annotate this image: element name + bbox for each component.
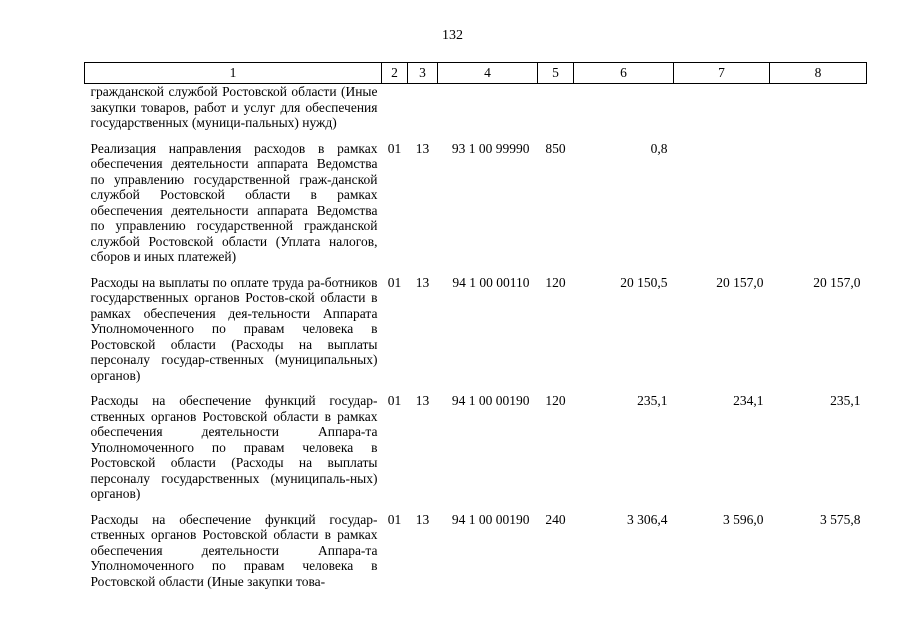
row-amount-col7 bbox=[674, 141, 770, 275]
row-section-code: 01 bbox=[387, 511, 402, 527]
row-section-code: 01 bbox=[387, 140, 402, 156]
row-subsection-code bbox=[408, 84, 438, 141]
table-row bbox=[85, 393, 867, 512]
row-amount-col6: 235,1 bbox=[637, 393, 668, 408]
row-section-code: 01 bbox=[387, 393, 402, 408]
row-amount-col7: 3 596,0 bbox=[723, 511, 764, 527]
row-description: гражданской службой Ростовской области (Иные закупки товаров, работ и услуг для обеспечения государственных (муници-пальных) нужд) bbox=[90, 84, 378, 130]
row-amount-col6 bbox=[574, 84, 674, 141]
row-expense-type bbox=[538, 84, 574, 141]
row-target-article bbox=[438, 84, 538, 141]
column-header-1: 1 bbox=[85, 63, 382, 84]
row-amount-col7: 234,1 bbox=[733, 393, 764, 408]
header-row bbox=[85, 63, 867, 84]
row-amount-col8 bbox=[770, 84, 867, 141]
row-amount-col8: 235,1 bbox=[830, 393, 861, 408]
row-subsection-code: 13 bbox=[415, 511, 430, 527]
row-amount-col7: 20 157,0 bbox=[716, 274, 764, 290]
row-expense-type: 120 bbox=[545, 393, 566, 408]
table-row bbox=[85, 512, 867, 600]
page-number: 132 bbox=[442, 28, 463, 43]
row-amount-col6: 0,8 bbox=[650, 140, 668, 156]
row-target-article: 94 1 00 00190 bbox=[451, 511, 530, 527]
row-expense-type: 240 bbox=[545, 511, 566, 527]
row-description: Расходы на обеспечение функций государ-ственных органов Ростовской области в рамках обеспечения деятельности Аппара-та Уполномоченного по правам человека в Ростовской области (Расходы на выплаты персоналу государственных (муниципаль-ных) органов) bbox=[90, 393, 378, 501]
column-header-2: 2 bbox=[382, 63, 408, 84]
row-subsection-code: 13 bbox=[415, 393, 430, 408]
column-header-6: 6 bbox=[574, 63, 674, 84]
table-row bbox=[85, 275, 867, 394]
table-row bbox=[85, 141, 867, 275]
column-header-4: 4 bbox=[438, 63, 538, 84]
table-row bbox=[85, 84, 867, 141]
row-description: Расходы на обеспечение функций государ-ственных органов Ростовской области в рамках обеспечения деятельности Аппара-та Уполномоченного по правам человека в Ростовской области (Иные закупки това- bbox=[90, 511, 378, 589]
column-header-8: 8 bbox=[770, 63, 867, 84]
column-header-3: 3 bbox=[408, 63, 438, 84]
row-amount-col8: 3 575,8 bbox=[820, 511, 861, 527]
row-description: Расходы на выплаты по оплате труда ра-ботников государственных органов Ростов-ской области в рамках обеспечения дея-тельности Аппарата Уполномоченного по правам человека в Ростовской области (Расходы на выплаты персоналу государ-ственных (муниципальных) органов) bbox=[90, 274, 378, 383]
row-amount-col6: 3 306,4 bbox=[627, 511, 668, 527]
row-subsection-code: 13 bbox=[415, 140, 430, 156]
row-amount-col6: 20 150,5 bbox=[620, 274, 668, 290]
row-expense-type: 120 bbox=[545, 274, 566, 290]
row-expense-type: 850 bbox=[545, 140, 566, 156]
column-header-5: 5 bbox=[538, 63, 574, 84]
row-target-article: 94 1 00 00110 bbox=[452, 274, 530, 290]
row-subsection-code: 13 bbox=[415, 274, 430, 290]
row-target-article: 93 1 00 99990 bbox=[451, 140, 530, 156]
row-section-code bbox=[382, 84, 408, 141]
row-amount-col8 bbox=[770, 141, 867, 275]
column-header-7: 7 bbox=[674, 63, 770, 84]
row-target-article: 94 1 00 00190 bbox=[451, 393, 530, 408]
row-amount-col8: 20 157,0 bbox=[813, 274, 861, 290]
row-amount-col7 bbox=[674, 84, 770, 141]
budget-table bbox=[84, 62, 867, 599]
row-description: Реализация направления расходов в рамках обеспечения деятельности аппарата Ведомства по управлению государственной граж-данской службой Ростовской области в рамках обеспечения деятельности аппарата Ведомства по управлению государственной гражданской службой Ростовской области (Уплата налогов, сборов и иных платежей) bbox=[90, 140, 378, 264]
row-section-code: 01 bbox=[387, 274, 402, 290]
